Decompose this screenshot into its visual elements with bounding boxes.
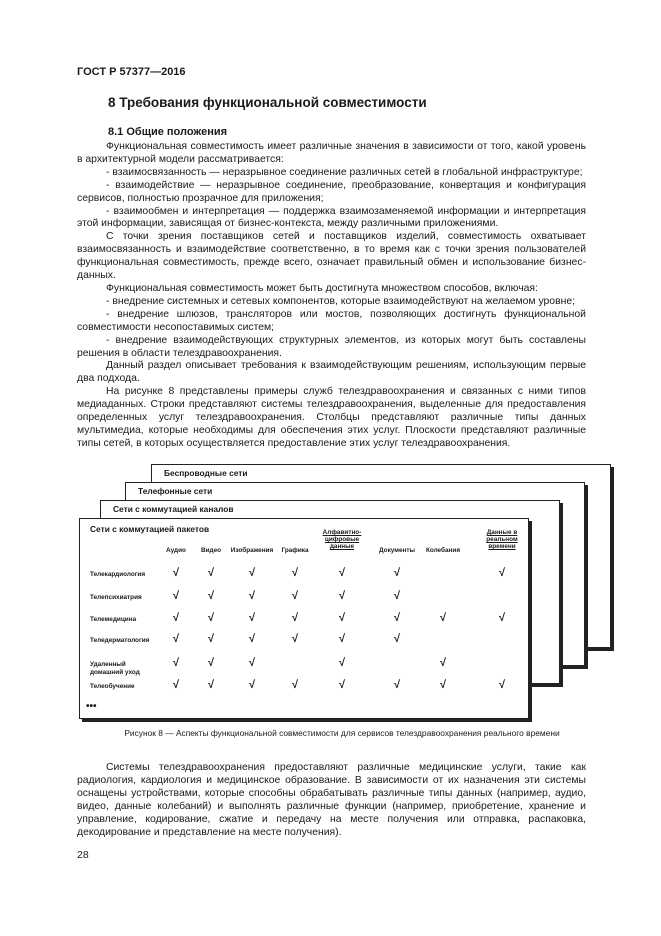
column-header: Документы xyxy=(379,547,415,554)
layer-title: Сети с коммутацией каналов xyxy=(113,504,234,514)
check-mark: √ xyxy=(439,612,447,624)
document-header: ГОСТ Р 57377—2016 xyxy=(77,66,186,78)
check-mark: √ xyxy=(291,633,299,645)
column-header: Алфавитно-цифровые данные xyxy=(322,529,362,550)
paragraph: Функциональная совместимость имеет различные значения в зависимости от того, какой уровень в архитектурной модели рассматривается: xyxy=(77,141,586,165)
paragraph: Данный раздел описывает требования к взаимодействующим решениям, использующим первые два подхода. xyxy=(77,360,586,385)
check-mark: √ xyxy=(338,612,346,624)
column-header: Изображения xyxy=(230,547,274,554)
check-mark: √ xyxy=(207,657,215,669)
body-text-top xyxy=(77,141,586,451)
check-mark: √ xyxy=(338,657,346,669)
paragraph: На рисунке 8 представлены примеры служб телездравоохранения и связанных с ними типов медиаданных. Строки представляют системы телездравоохранения, выделенные для предоставления определенных услуг телездравоохранения. Столбцы представляют различные типы данных мультимедиа, которые необходимы для обеспечения этих услуг. Плоскости представляют различные типы сетей, в которых осуществляется предоставление этих услуг телездравоохранения. xyxy=(77,386,586,449)
check-mark: √ xyxy=(248,612,256,624)
row-label: Телемедицина xyxy=(90,616,137,623)
paragraph: - взаимосвязанность — неразрывное соединение различных сетей в глобальной инфраструктуре; xyxy=(106,166,583,178)
column-header: Видео xyxy=(200,547,222,554)
column-header: Данные в реальном времени xyxy=(486,529,518,550)
check-mark: √ xyxy=(172,612,180,624)
check-mark: √ xyxy=(291,590,299,602)
paragraph: Системы телездравоохранения предоставляют различные медицинские услуги, такие как радиология, кардиология и медицинское образование. В зависимости от их назначения эти системы оснащены устройствами, которые способны обрабатывать различные типы данных (например, аудио, видео, данные колебаний) и выполнять различные функции (например, приобретение, хранение и управление, кодирование, сжатие и передачу на месте получения или отправка, распаковка, декодирование и представление на месте получения). xyxy=(77,762,586,838)
paragraph: Функциональная совместимость может быть достигнута множеством способов, включая: xyxy=(106,282,538,294)
check-mark: √ xyxy=(248,590,256,602)
check-mark: √ xyxy=(393,590,401,602)
paragraph: - внедрение взаимодействующих структурных элементов, из которых могут быть составлены решения в области телездравоохранения. xyxy=(77,334,586,359)
check-mark: √ xyxy=(207,679,215,691)
layer-title: Беспроводные сети xyxy=(164,468,248,478)
check-mark: √ xyxy=(207,633,215,645)
check-mark: √ xyxy=(439,657,447,669)
check-mark: √ xyxy=(393,679,401,691)
check-mark: √ xyxy=(439,679,447,691)
check-mark: √ xyxy=(248,679,256,691)
row-label: Телеобучение xyxy=(90,683,135,690)
check-mark: √ xyxy=(207,612,215,624)
check-mark: √ xyxy=(338,679,346,691)
check-mark: √ xyxy=(498,612,506,624)
check-mark: √ xyxy=(338,633,346,645)
paragraph: - взаимообмен и интерпретация — поддержка взаимозаменяемой информации и интерпретация этой информации, зависящая от бизнес-контекста, между различными приложениями. xyxy=(77,205,586,230)
check-mark: √ xyxy=(207,590,215,602)
check-mark: √ xyxy=(172,567,180,579)
check-mark: √ xyxy=(291,567,299,579)
layer-packet-switched xyxy=(79,518,529,719)
subsection-title: 8.1 Общие положения xyxy=(108,126,228,138)
figure-caption: Рисунок 8 — Аспекты функциональной совместимости для сервисов телездравоохранения реального времени xyxy=(124,728,560,738)
column-header: Графика xyxy=(281,547,309,554)
paragraph: С точки зрения поставщиков сетей и поставщиков изделий, совместимость охватывает взаимосвязанность и взаимодействие соответственно, в то время как с точки зрения пользователей функциональная совместимость, прежде всего, означает правильный обмен и использование бизнес-данных. xyxy=(77,231,586,282)
page-number: 28 xyxy=(77,849,89,861)
row-label: Теледерматология xyxy=(90,637,150,644)
check-mark: √ xyxy=(207,567,215,579)
check-mark: √ xyxy=(248,657,256,669)
more-rows-indicator: ••• xyxy=(86,701,97,712)
check-mark: √ xyxy=(248,567,256,579)
row-label: Удаленный домашний уход xyxy=(90,661,140,676)
row-label: Телекардиология xyxy=(90,571,146,578)
paragraph: - внедрение шлюзов, трансляторов или мостов, позволяющих достигнуть функциональной совместимости несопоставимых систем; xyxy=(77,308,586,333)
paragraph: - взаимодействие — неразрывное соединение, преобразование, конвертация и конфигурация сервисов, полностью прозрачное для приложения; xyxy=(77,179,586,204)
check-mark: √ xyxy=(393,633,401,645)
check-mark: √ xyxy=(393,612,401,624)
row-label: Телепсихиатрия xyxy=(90,594,142,601)
layer-title: Телефонные сети xyxy=(138,486,213,496)
check-mark: √ xyxy=(498,567,506,579)
check-mark: √ xyxy=(172,679,180,691)
check-mark: √ xyxy=(498,679,506,691)
column-header: Колебания xyxy=(425,547,461,554)
column-header: Аудио xyxy=(166,547,186,554)
layer-title: Сети с коммутацией пакетов xyxy=(90,524,210,534)
section-title: 8 Требования функциональной совместимости xyxy=(108,95,427,110)
check-mark: √ xyxy=(248,633,256,645)
check-mark: √ xyxy=(172,657,180,669)
check-mark: √ xyxy=(338,567,346,579)
check-mark: √ xyxy=(338,590,346,602)
check-mark: √ xyxy=(291,679,299,691)
check-mark: √ xyxy=(291,612,299,624)
paragraph: - внедрение системных и сетевых компонентов, которые взаимодействуют на желаемом уровне; xyxy=(106,295,576,307)
check-mark: √ xyxy=(172,590,180,602)
check-mark: √ xyxy=(172,633,180,645)
body-text-bottom xyxy=(77,762,586,839)
check-mark: √ xyxy=(393,567,401,579)
